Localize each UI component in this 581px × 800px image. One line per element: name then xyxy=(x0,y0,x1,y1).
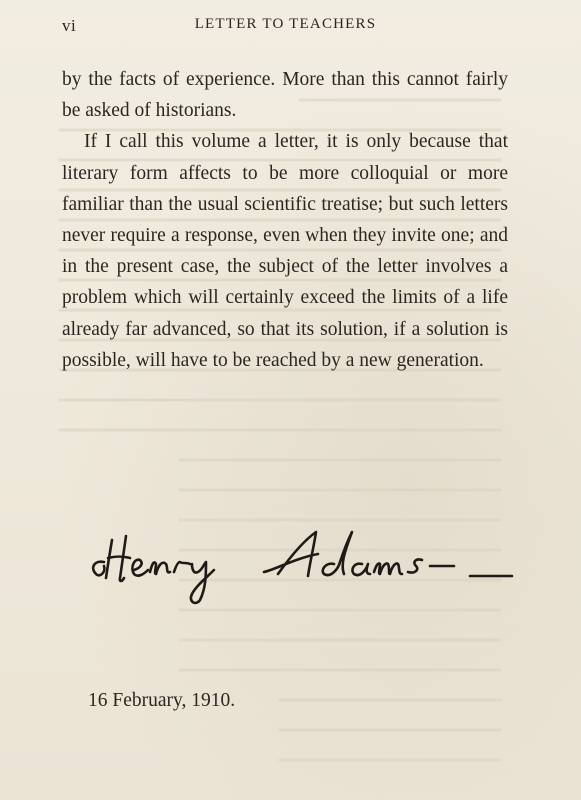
running-title: LETTER TO TEACHERS xyxy=(194,16,377,32)
paragraph-letter: If I call this volume a letter, it is only because that literary form affects to be more colloquial or more familiar than the usual scientific treatise; but such letters never require a response, even when they invite one; and in the present case, the subject of the letter involves a problem which will certainly exceed the limits of a life already far advanced, so that its solution, if a solution is possible, will have to be reached by a new generation. xyxy=(62,131,508,371)
dateline: 16 February, 1910. xyxy=(88,690,236,711)
page-number: vi xyxy=(62,16,77,35)
running-head xyxy=(62,16,509,38)
paragraph-continuation: by the facts of experience. More than this cannot fairly be asked of historians. xyxy=(62,69,508,122)
handwritten-signature xyxy=(82,512,538,612)
body-text xyxy=(62,64,508,376)
